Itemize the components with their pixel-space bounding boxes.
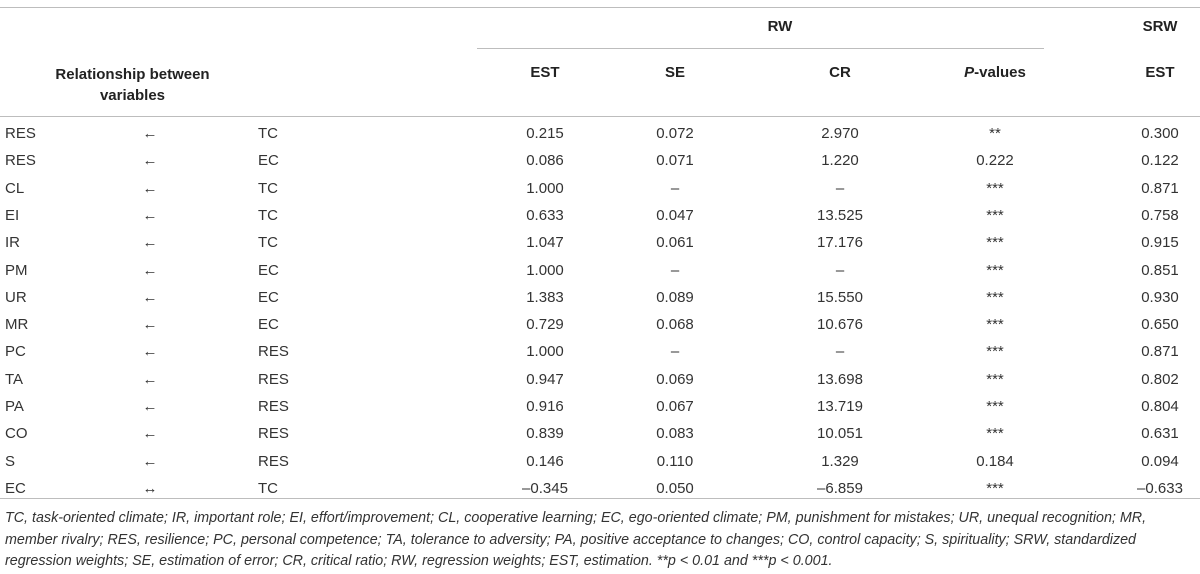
cell-cr: 1.329 (821, 452, 859, 470)
cell-cr: 1.220 (821, 152, 859, 170)
cell-se: 0.089 (656, 288, 694, 306)
table-footnote: TC, task-oriented climate; IR, important role; EI, effort/improvement; CL, cooperative learning; EC, ego-oriented climate; PM, punishment for mistakes; UR, unequal recognition; MR, member rivalry; RES, resilience; PC, personal competence; TA, tolerance to adversity; PA, positive acceptance to changes; CO, control capacity; S, spirituality; SRW, standardized regression weights; SE, estimation of error; CR, critical ratio; RW, regression weights; EST, estimation. **p < 0.01 and ***p < 0.001. (5, 510, 1147, 569)
cell-variable-b: TC (258, 479, 278, 497)
cell-est: –0.345 (522, 479, 568, 497)
cell-arrow: ← (142, 261, 158, 279)
cell-se: 0.061 (656, 234, 694, 252)
cell-arrow: ← (142, 370, 158, 388)
cell-srw-est: 0.300 (1141, 125, 1179, 142)
cell-srw-est: 0.631 (1141, 425, 1179, 443)
cell-se: 0.068 (656, 316, 694, 334)
cell-srw-est: 0.758 (1141, 206, 1179, 224)
cell-srw-est: –0.633 (1137, 479, 1183, 497)
cell-variable-b: RES (258, 398, 289, 415)
body-bottom-rule (0, 498, 1200, 499)
cell-variable-a: TA (5, 370, 24, 388)
cell-variable-a: PA (5, 398, 24, 415)
cell-est: 0.633 (526, 206, 564, 224)
cell-cr: 17.176 (817, 234, 863, 252)
cell-arrow: ← (142, 316, 158, 334)
cell-variable-b: RES (258, 452, 289, 470)
cell-variable-a: RES (5, 125, 36, 142)
cell-p-value: 0.222 (976, 152, 1014, 170)
cell-variable-b: EC (258, 152, 279, 170)
cell-cr: 2.970 (821, 125, 859, 142)
cell-srw-est: 0.650 (1141, 316, 1179, 334)
header-est: EST (530, 64, 560, 81)
cell-est: 1.000 (526, 261, 564, 279)
cell-variable-a: RES (5, 152, 36, 170)
cell-cr: – (835, 179, 845, 197)
cell-srw-est: 0.871 (1141, 179, 1179, 197)
header-se: SE (664, 64, 685, 81)
cell-p-value: *** (986, 288, 1004, 306)
cell-est: 0.729 (526, 316, 564, 334)
cell-arrow: ← (142, 343, 158, 361)
cell-srw-est: 0.804 (1141, 398, 1179, 415)
cell-arrow: ← (142, 152, 158, 170)
cell-srw-est: 0.802 (1141, 370, 1179, 388)
header-cr: CR (829, 64, 851, 81)
header-bottom-rule (0, 116, 1200, 117)
cell-variable-b: RES (258, 370, 289, 388)
cell-est: 1.000 (526, 343, 564, 361)
cell-arrow: ← (142, 452, 158, 470)
header-relationship: Relationship between variables (55, 66, 210, 104)
cell-variable-b: TC (258, 125, 278, 142)
cell-est: 0.086 (526, 152, 564, 170)
cell-cr: – (835, 343, 845, 361)
cell-est: 1.383 (526, 288, 564, 306)
cell-arrow: ← (142, 425, 158, 443)
cell-variable-b: TC (258, 206, 278, 224)
cell-arrow: ← (142, 179, 158, 197)
cell-srw-est: 0.122 (1141, 152, 1179, 170)
cell-p-value: *** (986, 398, 1004, 415)
cell-p-value: *** (986, 234, 1004, 252)
cell-cr: 15.550 (817, 288, 863, 306)
cell-p-value: *** (986, 316, 1004, 334)
cell-est: 1.000 (526, 179, 564, 197)
cell-variable-a: IR (5, 234, 20, 252)
cell-se: – (670, 343, 680, 361)
cell-variable-b: EC (258, 316, 279, 334)
cell-variable-b: TC (258, 234, 278, 252)
cell-variable-a: MR (5, 316, 29, 334)
cell-arrow: ← (142, 234, 158, 252)
top-rule (0, 7, 1200, 8)
cell-srw-est: 0.871 (1141, 343, 1179, 361)
cell-arrow: ← (142, 288, 158, 306)
header-srw-est: EST (1145, 64, 1175, 81)
cell-se: 0.050 (656, 479, 694, 497)
cell-se: – (670, 179, 680, 197)
cell-p-value: ** (989, 125, 1001, 142)
cell-srw-est: 0.851 (1141, 261, 1179, 279)
cell-cr: 13.525 (817, 206, 863, 224)
cell-est: 0.916 (526, 398, 564, 415)
cell-p-value: *** (986, 343, 1004, 361)
header-p-italic: P (964, 64, 975, 81)
cell-est: 0.947 (526, 370, 564, 388)
cell-se: 0.110 (656, 452, 694, 470)
cell-cr: 13.719 (817, 398, 863, 415)
cell-variable-b: RES (258, 425, 289, 443)
cell-est: 0.215 (526, 125, 564, 142)
cell-p-value: 0.184 (976, 452, 1014, 470)
cell-variable-b: TC (258, 179, 278, 197)
cell-variable-a: EI (5, 206, 20, 224)
cell-se: 0.047 (656, 206, 694, 224)
cell-variable-a: PM (5, 261, 28, 279)
cell-arrow: ← (142, 125, 158, 142)
cell-srw-est: 0.930 (1141, 288, 1179, 306)
cell-variable-b: EC (258, 261, 279, 279)
cell-arrow: ↔ (142, 479, 158, 497)
cell-cr: 10.676 (817, 316, 863, 334)
cell-cr: 13.698 (817, 370, 863, 388)
cell-cr: –6.859 (817, 479, 863, 497)
cell-variable-a: CL (5, 179, 25, 197)
cell-variable-a: PC (5, 343, 26, 361)
cell-srw-est: 0.915 (1141, 234, 1179, 252)
cell-variable-a: S (5, 452, 16, 470)
cell-p-value: *** (986, 261, 1004, 279)
cell-se: 0.071 (656, 152, 694, 170)
cell-arrow: ← (142, 206, 158, 224)
cell-p-value: *** (986, 370, 1004, 388)
cell-variable-a: UR (5, 288, 27, 306)
cell-variable-b: EC (258, 288, 279, 306)
cell-se: 0.072 (656, 125, 694, 142)
cell-variable-a: EC (5, 479, 26, 497)
cell-est: 0.146 (526, 452, 564, 470)
header-rw: RW (767, 18, 793, 35)
cell-se: 0.067 (656, 398, 694, 415)
rw-group-rule (477, 48, 1044, 49)
cell-arrow: ← (142, 398, 158, 415)
header-srw: SRW (1142, 18, 1178, 35)
header-p-values (930, 64, 1060, 81)
header-p-rest: -values (974, 64, 1026, 81)
cell-se: 0.083 (656, 425, 694, 443)
cell-variable-b: RES (258, 343, 289, 361)
cell-est: 1.047 (526, 234, 564, 252)
cell-p-value: *** (986, 206, 1004, 224)
cell-cr: 10.051 (817, 425, 863, 443)
cell-srw-est: 0.094 (1141, 452, 1179, 470)
cell-cr: – (835, 261, 845, 279)
cell-p-value: *** (986, 425, 1004, 443)
cell-variable-a: CO (5, 425, 28, 443)
cell-se: 0.069 (656, 370, 694, 388)
cell-se: – (670, 261, 680, 279)
cell-est: 0.839 (526, 425, 564, 443)
cell-p-value: *** (986, 479, 1004, 497)
cell-p-value: *** (986, 179, 1004, 197)
